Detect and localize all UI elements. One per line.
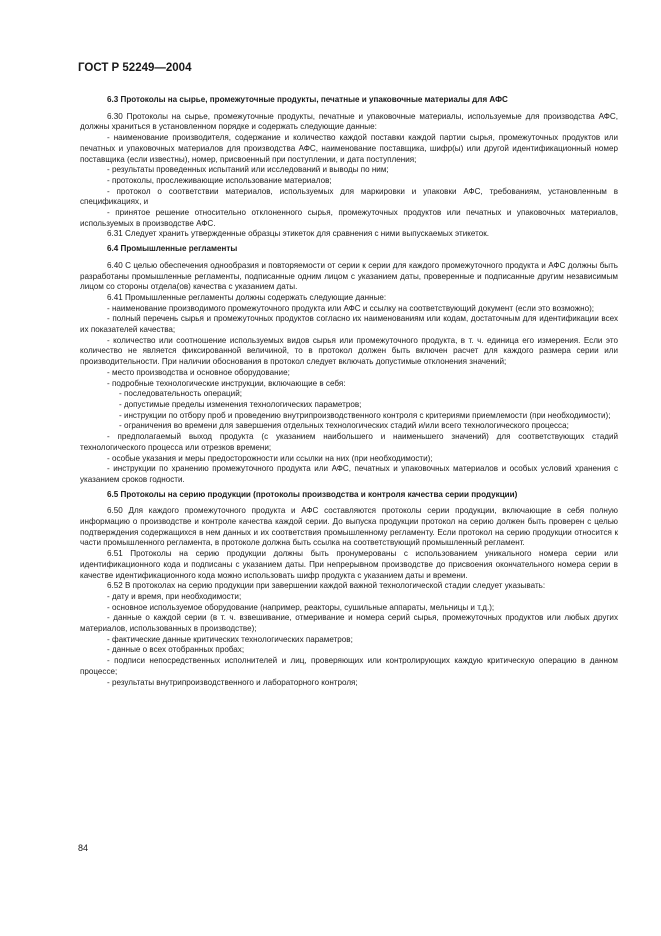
section-heading: 6.5 Протоколы на серию продукции (протоколы производства и контроля качества серии продукции) [107, 489, 518, 499]
section-heading: 6.3 Протоколы на сырье, промежуточные продукты, печатные и упаковочные материалы для АФС [107, 95, 508, 104]
list-item: - количество или соотношение используемых видов сырья или промежуточного продукта, в т. ч. единица его измерения. Если это количество не является фиксированной величиной, то в протокол должен быть включен расчет для каждого размера серии или производительности. При наличии обоснования в протокол следует включать допустимые отклонения значений; [80, 335, 618, 367]
list-item: - основное используемое оборудование (например, реакторы, сушильные аппараты, мельницы и т.д.); [107, 602, 495, 612]
sub-list-item: - допустимые пределы изменения технологических параметров; [119, 399, 362, 409]
paragraph: 6.51 Протоколы на серию продукции должны быть пронумерованы с использованием уникального номера серии или идентификационного кода и подписаны с указанием даты. При непрерывном производстве до присвоения окончательного номера серии в качестве идентификационного кода можно использовать шифр продукта с указанием даты и времени. [80, 549, 618, 580]
list-item: - результаты проведенных испытаний или исследований и выводы по ним; [107, 165, 389, 175]
list-item: - предполагаемый выход продукта (с указанием наибольшего и наименьшего значений) для соответствующих стадий технологического процесса или отрезков времени; [80, 432, 618, 452]
document-header: ГОСТ Р 52249—2004 [78, 62, 192, 74]
sub-list-item: - инструкции по отбору проб и проведению внутрипроизводственного контроля с критериями приемлемости (при необходимости); [119, 410, 611, 420]
paragraph: 6.40 С целью обеспечения однообразия и повторяемости от серии к серии для каждого промежуточного продукта и АФС должны быть разработаны промышленные регламенты, подписанные одним лицом с указанием даты, проверенные и подписанные другим независимым лицом со стороны отдела(ов) качества с указанием даты. [80, 260, 618, 292]
paragraph: 6.50 Для каждого промежуточного продукта и АФС составляются протоколы серии продукции, включающие в себя полную информацию о производстве и контроле качества каждой серии. До выпуска продукции протокол на серию должен быть проверен с целью подтверждения содержащихся в нем данных и их соответствия промышленному регламенту. Если протокол на серию продукции относится к части промышленного регламента, в протоколе должна быть ссылка на соответствующий промышленный регламент. [80, 506, 618, 548]
list-item: - наименование производителя, содержание и количество каждой поставки каждой партии сырья, промежуточных продуктов или печатных и упаковочных материалов для производства АФС, наименование поставщика, шифр(ы) или другой идентификационный номер поставщика (если известны), номер, присвоенный при поступлении, и дата поступления; [80, 133, 618, 164]
document-body [80, 95, 618, 688]
list-item: - инструкции по хранению промежуточного продукта или АФС, печатных и упаковочных материалов и особых условий хранения с указанием сроков годности. [80, 464, 618, 484]
section-heading: 6.4 Промышленные регламенты [107, 244, 238, 254]
list-item: - место производства и основное оборудование; [107, 367, 290, 377]
paragraph: 6.31 Следует хранить утвержденные образцы этикеток для сравнения с ними выпускаемых этикеток. [107, 229, 489, 239]
list-item: - особые указания и меры предосторожности или ссылки на них (при необходимости); [107, 453, 433, 463]
list-item: - данные о всех отобранных пробах; [107, 645, 245, 655]
paragraph: 6.30 Протоколы на сырье, промежуточные продукты, печатные и упаковочные материалы, используемые для производства АФС, должны храниться в установленном порядке и содержать следующие данные: [80, 111, 618, 132]
paragraph: 6.52 В протоколах на серию продукции при завершении каждой важной технологической стадии следует указывать: [107, 581, 546, 591]
list-item: - данные о каждой серии (в т. ч. взвешивание, отмеривание и номера серий сырья, промежуточных продуктов или любых других материалов, использованных в производстве); [80, 613, 618, 634]
list-item: - результаты внутрипроизводственного и лабораторного контроля; [107, 677, 358, 687]
list-item: - дату и время, при необходимости; [107, 591, 242, 601]
list-item: - протокол о соответствии материалов, используемых для маркировки и упаковки АФС, требованиям, установленным в спецификациях, и [80, 186, 618, 207]
list-item: - фактические данные критических технологических параметров; [107, 634, 353, 644]
paragraph: 6.41 Промышленные регламенты должны содержать следующие данные: [107, 292, 387, 302]
list-item: - подписи непосредственных исполнителей и лиц, проверяющих или контролирующих каждую критическую операцию в данном процессе; [80, 656, 618, 676]
list-item: - принятое решение относительно отклоненного сырья, промежуточных продуктов или печатных и упаковочных материалов, используемых в производстве АФС. [80, 208, 618, 228]
sub-list-item: - последовательность операций; [119, 389, 242, 399]
list-item: - наименование производимого промежуточного продукта или АФС и ссылку на соответствующий документ (если это возможно); [107, 303, 595, 313]
page-number: 84 [78, 843, 89, 853]
sub-list-item: - ограничения во времени для завершения отдельных технологических стадий и/или всего технологического процесса; [119, 421, 569, 431]
list-item: - полный перечень сырья и промежуточных продуктов согласно их наименованиям или кодам, достаточным для идентификации всех их показателей качества; [80, 314, 618, 335]
list-item: - протоколы, прослеживающие использование материалов; [107, 175, 332, 185]
list-item: - подробные технологические инструкции, включающие в себя: [107, 378, 346, 388]
